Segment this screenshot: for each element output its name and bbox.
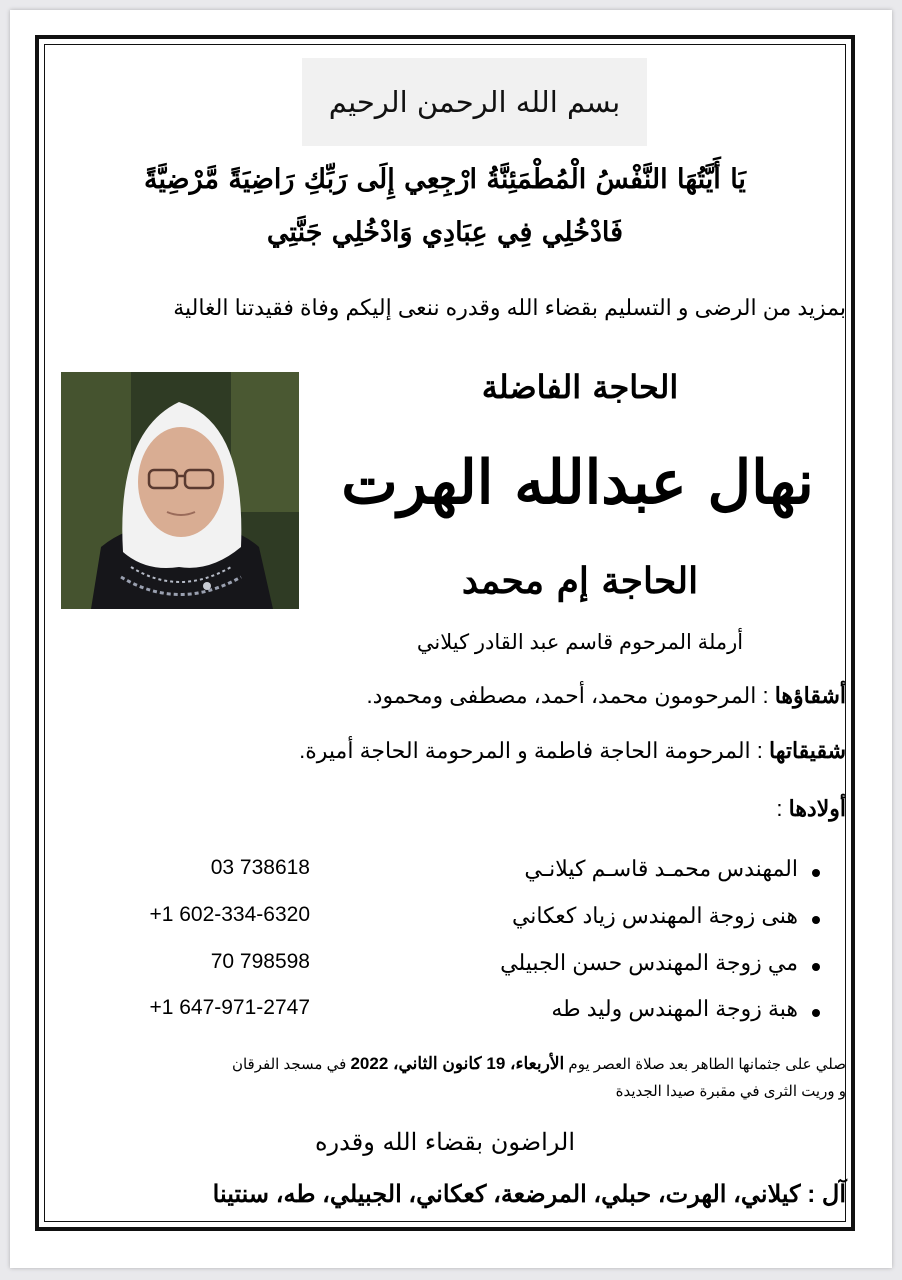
deceased-photo <box>61 372 299 609</box>
closing-phrase: الراضون بقضاء الله وقدره <box>314 1128 576 1156</box>
announcement-intro: بمزيد من الرضى و التسليم بقضاء الله وقدره ننعى إليكم وفاة فقيدتنا الغالية <box>173 295 846 320</box>
funeral-sep-2: ، <box>388 1054 399 1073</box>
children-heading <box>60 796 846 822</box>
deceased-name: نهال عبدالله الهرت <box>341 448 814 518</box>
basmala-text: بسم الله الرحمن الرحيم <box>328 85 621 119</box>
children-separator: : <box>776 796 789 821</box>
funeral-year: 2022 <box>350 1054 389 1073</box>
child-phone: 03 738618 <box>210 856 310 879</box>
child-name: هبة زوجة المهندس وليد طه <box>551 996 798 1021</box>
list-item <box>60 903 846 943</box>
child-phone: 70 798598 <box>210 950 310 973</box>
families-line: آل : كيلاني، الهرت، حبلي، المرضعة، كعكاني، الجبيلي، طه، سنتينا <box>212 1181 846 1208</box>
sisters-line <box>60 738 846 764</box>
child-phone: +1 647-971-2747 <box>149 996 310 1019</box>
funeral-details <box>55 1050 846 1105</box>
funeral-line-2: و وريت الثرى في مقبرة صيدا الجديدة <box>615 1083 846 1100</box>
child-phone: +1 602-334-6320 <box>149 903 310 926</box>
bullet-icon <box>812 1009 820 1017</box>
bullet-icon <box>812 963 820 971</box>
child-name: مي زوجة المهندس حسن الجبيلي <box>500 950 798 975</box>
child-name: هنى زوجة المهندس زياد كعكاني <box>511 903 798 928</box>
funeral-text-2: في مسجد الفرقان <box>231 1056 351 1073</box>
funeral-sep-1: ، <box>505 1054 516 1073</box>
funeral-text-1: صلي على جثمانها الطاهر بعد صلاة العصر يوم <box>564 1056 846 1073</box>
bullet-icon <box>812 916 820 924</box>
quran-verse-line-2: فَادْخُلِي فِي عِبَادِي وَادْخُلِي جَنَّتِي <box>266 217 624 248</box>
widow-of-line: أرملة المرحوم قاسم عبد القادر كيلاني <box>416 631 744 654</box>
honorific-title: الحاجة الفاضلة <box>481 368 679 406</box>
funeral-line-1 <box>55 1050 846 1078</box>
list-item <box>60 856 846 896</box>
children-label: أولادها <box>788 796 846 821</box>
sisters-names: : المرحومة الحاجة فاطمة و المرحومة الحاجة أميرة. <box>299 738 769 763</box>
list-item <box>60 950 846 990</box>
child-name: المهندس محمـد قاسـم كيلانـي <box>524 856 798 881</box>
funeral-date-number: 19 <box>486 1054 506 1073</box>
brothers-names: : المرحومون محمد، أحمد، مصطفى ومحمود. <box>366 683 775 708</box>
funeral-month: كانون الثاني <box>398 1054 487 1073</box>
sisters-label: شقيقاتها <box>769 738 846 763</box>
bullet-icon <box>812 869 820 877</box>
brothers-line <box>60 683 846 709</box>
brothers-label: أشقاؤها <box>774 683 846 708</box>
basmala-calligraphy <box>302 58 647 146</box>
funeral-day: الأربعاء <box>515 1054 565 1073</box>
quran-verse-line-1: يَا أَيَّتُهَا النَّفْسُ الْمُطْمَئِنَّةُ ارْجِعِي إِلَى رَبِّكِ رَاضِيَةً مَّرْضِيَّةً <box>144 164 746 195</box>
list-item <box>60 996 846 1036</box>
portrait-illustration <box>61 372 299 609</box>
deceased-nickname: الحاجة إم محمد <box>461 560 699 602</box>
